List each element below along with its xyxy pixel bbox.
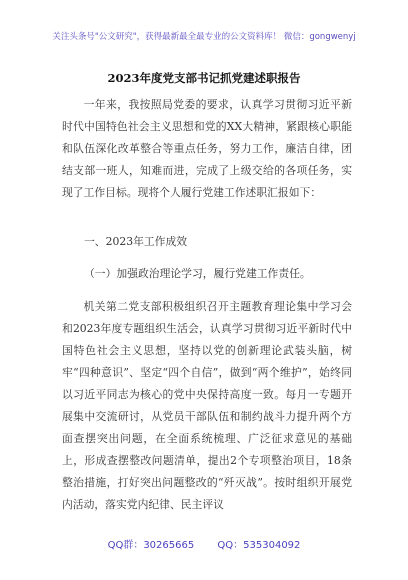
header-banner: 关注头条号"公文研究"，获得最新最全最专业的公文资料库！ 微信：gongwenyj — [52, 32, 356, 42]
subsection-heading: （一）加强政治理论学习，履行党建工作责任。 — [84, 267, 311, 280]
footer — [0, 536, 408, 551]
footer-qq-group: QQ群：30265665 — [107, 540, 195, 551]
intro-paragraph: 一年来，我按照局党委的要求，认真学习贯彻习近平新时代中国特色社会主义思想和党的XX大精神，紧跟核心职能和队伍深化改革整合等重点任务，努力工作，廉洁自律，团结支部一班人，知难而进，完成了上级交给的各项任务，实现了工作目标。现将个人履行党建工作述职汇报如下： — [62, 98, 352, 199]
section-heading: 一、2023年工作成效 — [84, 235, 188, 248]
document-title: 2023年度党支部书记抓党建述职报告 — [107, 71, 301, 85]
body-paragraph: 机关第二党支部积极组织召开主题教育理论集中学习会和2023年度专题组织生活会，认真学习贯彻习近平新时代中国特色社会主义思想，坚持以党的创新理论武装头脑，树牢“四种意识”、坚定“四个自信”，做到“两个维护”，始终同以习近平同志为核心的党中央保持高度一致。每月一专题开展集中交流研讨，从党员干部队伍和制约战斗力提升两个方面查摆突出问题，在全面系统梳理、广泛征求意见的基础上，形成查摆整改问题清单，提出2个专项整治项目，18条整治措施，打好突出问题整改的“歼灭战”。按时组织开展党内活动，落实党内纪律、民主评议 — [62, 300, 352, 511]
footer-qq: QQ：535304092 — [217, 540, 301, 551]
